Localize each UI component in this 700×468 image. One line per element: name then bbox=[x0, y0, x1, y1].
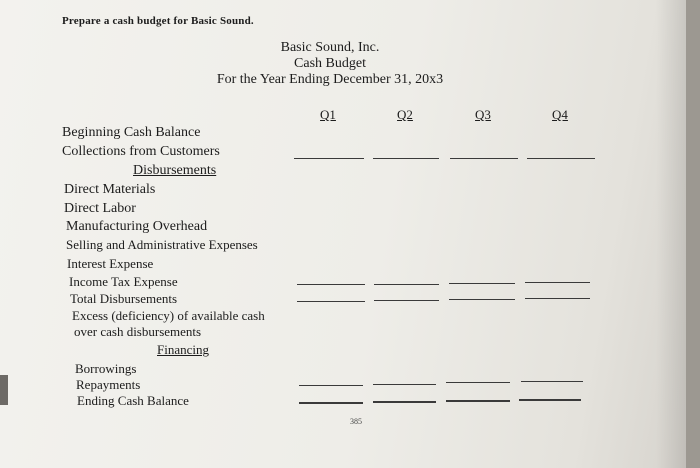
row-label-selling-admin: Selling and Administrative Expenses bbox=[66, 237, 258, 252]
column-header-q4: Q4 bbox=[552, 107, 568, 122]
budget-period: For the Year Ending December 31, 20x3 bbox=[216, 72, 444, 87]
row-label-excess-line-1: Excess (deficiency) of available cash bbox=[72, 308, 265, 323]
row-label-beginning-cash: Beginning Cash Balance bbox=[62, 125, 201, 140]
blank-collections-q1[interactable] bbox=[294, 158, 364, 159]
blank-collections-q3[interactable] bbox=[450, 158, 518, 159]
row-label-income-tax: Income Tax Expense bbox=[69, 274, 178, 289]
company-name: Basic Sound, Inc. bbox=[280, 40, 380, 55]
blank-ending-cash-q2[interactable] bbox=[373, 401, 436, 403]
row-label-borrowings: Borrowings bbox=[75, 361, 137, 376]
blank-repayments-q4[interactable] bbox=[521, 381, 583, 382]
budget-title: Cash Budget bbox=[294, 56, 366, 71]
blank-repayments-q3[interactable] bbox=[446, 382, 510, 383]
row-label-total-disbursements: Total Disbursements bbox=[70, 291, 178, 306]
blank-repayments-q2[interactable] bbox=[373, 384, 436, 385]
blank-ending-cash-q3[interactable] bbox=[446, 400, 510, 402]
blank-income-tax-q1[interactable] bbox=[297, 284, 365, 285]
blank-total-disbursements-q1[interactable] bbox=[297, 301, 365, 302]
row-label-ending-cash: Ending Cash Balance bbox=[77, 393, 189, 408]
binder-edge bbox=[0, 375, 8, 405]
row-label-interest-expense: Interest Expense bbox=[67, 256, 154, 271]
blank-income-tax-q2[interactable] bbox=[374, 284, 439, 285]
blank-ending-cash-q1[interactable] bbox=[299, 402, 363, 404]
blank-collections-q2[interactable] bbox=[373, 158, 439, 159]
blank-total-disbursements-q4[interactable] bbox=[525, 298, 590, 299]
row-label-direct-labor: Direct Labor bbox=[64, 201, 136, 216]
blank-total-disbursements-q2[interactable] bbox=[374, 300, 439, 301]
blank-income-tax-q3[interactable] bbox=[449, 283, 515, 284]
section-heading-financing: Financing bbox=[157, 342, 209, 357]
row-label-repayments: Repayments bbox=[76, 377, 141, 392]
row-label-direct-materials: Direct Materials bbox=[64, 182, 156, 197]
assignment-prompt: Prepare a cash budget for Basic Sound. bbox=[62, 15, 254, 27]
blank-repayments-q1[interactable] bbox=[299, 385, 363, 386]
row-label-excess-line-2: over cash disbursements bbox=[74, 324, 202, 339]
row-label-manufacturing-overhead: Manufacturing Overhead bbox=[66, 219, 208, 234]
page-number: 385 bbox=[350, 417, 362, 426]
blank-income-tax-q4[interactable] bbox=[525, 282, 590, 283]
section-heading-disbursements: Disbursements bbox=[133, 163, 217, 178]
blank-collections-q4[interactable] bbox=[527, 158, 595, 159]
blank-ending-cash-q4[interactable] bbox=[519, 399, 581, 401]
column-header-q1: Q1 bbox=[320, 107, 336, 122]
blank-total-disbursements-q3[interactable] bbox=[449, 299, 515, 300]
row-label-collections: Collections from Customers bbox=[62, 144, 220, 159]
page-edge-shadow bbox=[656, 0, 686, 468]
column-header-q3: Q3 bbox=[475, 107, 491, 122]
column-header-q2: Q2 bbox=[397, 107, 413, 122]
